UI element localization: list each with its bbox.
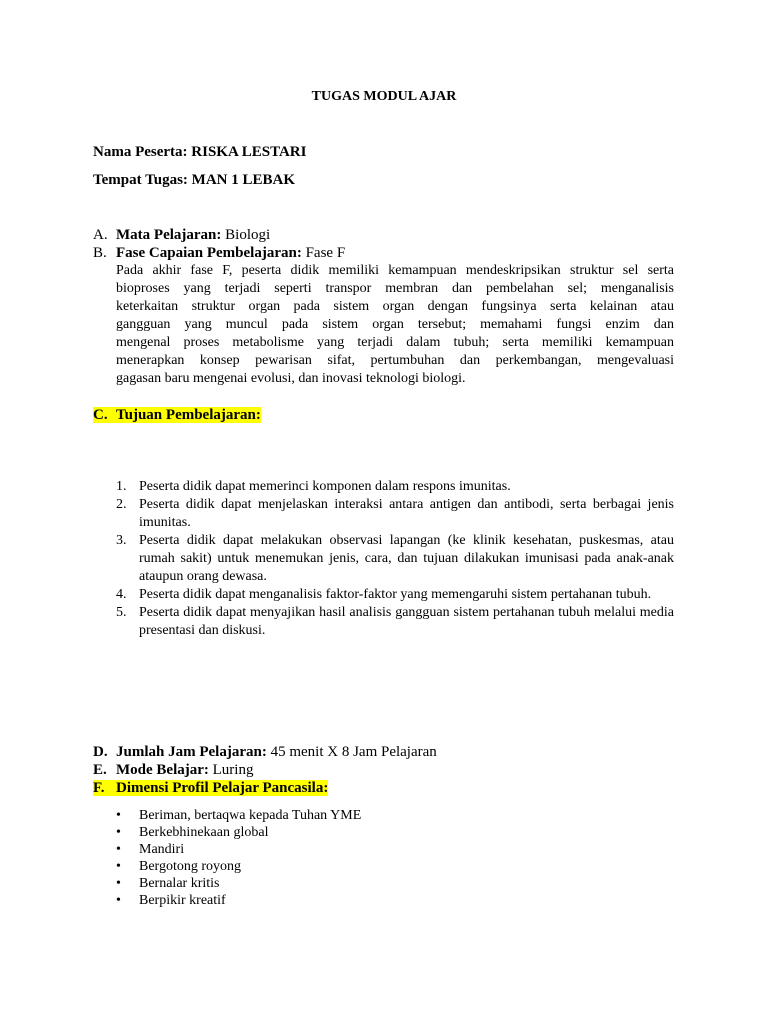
section-b-letter: B.	[93, 245, 107, 261]
participant-line	[93, 143, 306, 162]
pancasila-dimensions-list	[116, 807, 361, 909]
objective-text: Peserta didik dapat melakukan observasi lapangan (ke klinik kesehatan, puskesmas, atau rumah sakit) untuk menemukan jenis, cara, dan tujuan dilakukan imunisasi pada anak-anak ataupun orang dewasa.	[139, 533, 674, 584]
section-b-value: Fase F	[305, 245, 346, 261]
objective-number: 4.	[116, 587, 127, 602]
list-item	[116, 604, 674, 640]
learning-objectives-list	[116, 478, 674, 640]
list-item	[116, 496, 674, 532]
section-e-letter: E.	[93, 762, 107, 778]
list-item	[116, 892, 361, 909]
dimension-text: Bernalar kritis	[139, 876, 220, 891]
list-item	[116, 586, 674, 604]
section-a	[93, 226, 270, 244]
section-c-letter: C.	[93, 407, 108, 423]
dimension-text: Beriman, bertaqwa kepada Tuhan YME	[139, 808, 362, 823]
list-item	[116, 858, 361, 875]
objective-number: 1.	[116, 479, 127, 494]
paragraph-line: bioproses yang terjadi seperti transpor membran dan pembelahan sel; menganalisis	[116, 281, 674, 296]
section-e-label: Mode Belajar:	[116, 762, 209, 778]
dimension-text: Berkebhinekaan global	[139, 825, 269, 840]
participant-label: Nama Peserta:	[93, 144, 188, 160]
paragraph-line: Pada akhir fase F, peserta didik memiliki kemampuan mendeskripsikan struktur sel serta	[116, 263, 674, 278]
paragraph-line: gangguan yang muncul pada sistem organ tersebut; memahami fungsi enzim dan	[116, 317, 674, 332]
section-b-label: Fase Capaian Pembelajaran:	[116, 245, 302, 261]
dimension-text: Bergotong royong	[139, 859, 242, 874]
section-b	[93, 244, 345, 262]
objective-number: 5.	[116, 605, 127, 620]
bullet-icon: •	[116, 893, 121, 908]
section-f-label: Dimensi Profil Pelajar Pancasila:	[116, 780, 329, 796]
list-item	[116, 807, 361, 824]
objective-text: Peserta didik dapat menyajikan hasil analisis gangguan sistem pertahanan tubuh melalui media presentasi dan diskusi.	[139, 605, 674, 638]
workplace-name: MAN 1 LEBAK	[191, 172, 295, 188]
section-f-letter: F.	[93, 780, 105, 796]
section-d-value: 45 menit X 8 Jam Pelajaran	[270, 744, 437, 760]
section-b-paragraph	[116, 262, 674, 388]
section-f	[93, 779, 328, 797]
paragraph-line: mengenal proses metabolisme yang terjadi dalam tubuh; serta memiliki kemampuan	[116, 335, 674, 350]
paragraph-line: keterkaitan struktur organ pada sistem organ dengan fungsinya serta kelainan atau	[116, 299, 674, 314]
section-c-label: Tujuan Pembelajaran:	[116, 407, 261, 423]
dimension-text: Berpikir kreatif	[139, 893, 226, 908]
dimension-text: Mandiri	[139, 842, 185, 857]
paragraph-line: menerapkan konsep pewarisan sifat, pertumbuhan dan perkembangan, mengevaluasi	[116, 353, 674, 368]
objective-text: Peserta didik dapat memerinci komponen dalam respons imunitas.	[139, 479, 511, 494]
objective-text: Peserta didik dapat menganalisis faktor-faktor yang memengaruhi sistem pertahanan tubuh.	[139, 587, 652, 602]
list-item	[116, 875, 361, 892]
list-item	[116, 532, 674, 586]
bullet-icon: •	[116, 859, 121, 874]
section-d-label: Jumlah Jam Pelajaran:	[116, 744, 267, 760]
list-item	[116, 824, 361, 841]
bullet-icon: •	[116, 825, 121, 840]
section-e-value: Luring	[212, 762, 254, 778]
section-a-label: Mata Pelajaran:	[116, 227, 222, 243]
participant-name: RISKA LESTARI	[191, 144, 307, 160]
workplace-label: Tempat Tugas:	[93, 172, 188, 188]
objective-text: Peserta didik dapat menjelaskan interaksi antara antigen dan antibodi, serta berbagai jenis imunitas.	[139, 497, 674, 530]
section-e	[93, 761, 253, 779]
list-item	[116, 841, 361, 858]
bullet-icon: •	[116, 876, 121, 891]
section-c-heading	[93, 407, 261, 423]
document-title: TUGAS MODUL AJAR	[311, 89, 457, 104]
objective-number: 2.	[116, 497, 127, 512]
section-d-letter: D.	[93, 744, 108, 760]
section-a-letter: A.	[93, 227, 108, 243]
bullet-icon: •	[116, 842, 121, 857]
section-a-value: Biologi	[225, 227, 271, 243]
list-item	[116, 478, 674, 496]
paragraph-line: gagasan baru mengenai evolusi, dan inovasi teknologi biologi.	[116, 371, 466, 386]
section-d	[93, 743, 437, 761]
section-f-heading	[93, 780, 328, 796]
section-c	[93, 406, 261, 424]
objective-number: 3.	[116, 533, 127, 548]
bullet-icon: •	[116, 808, 121, 823]
workplace-line	[93, 171, 295, 190]
